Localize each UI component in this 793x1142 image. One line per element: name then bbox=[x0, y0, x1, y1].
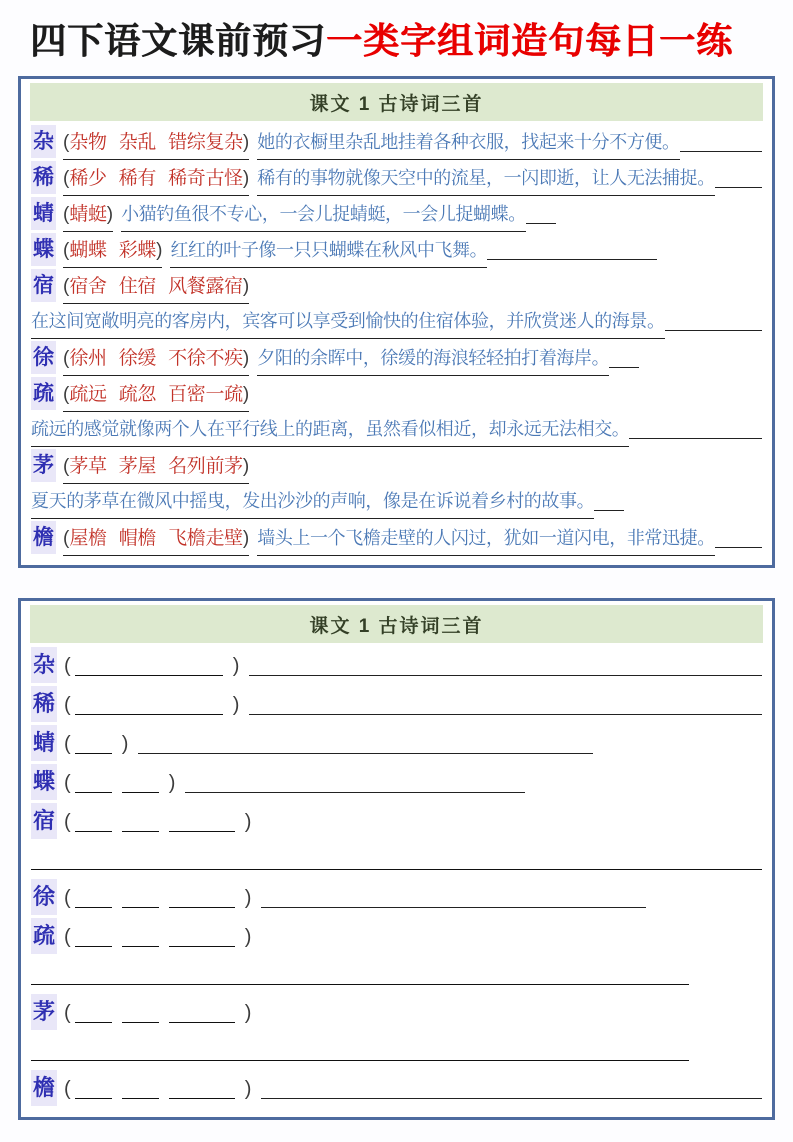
rule-line-tail bbox=[715, 547, 762, 548]
paren-close: ) bbox=[156, 240, 163, 262]
sentence-answer-tail bbox=[261, 907, 646, 908]
answer-blank bbox=[169, 831, 235, 832]
paren-close: ) bbox=[242, 348, 250, 370]
word-group bbox=[63, 234, 162, 268]
paren-close: ) bbox=[244, 926, 252, 949]
practice-row bbox=[31, 918, 762, 957]
example-sentence: 在这间宽敞明亮的客房内，宾客可以享受到愉快的住宿体验，并欣赏迷人的海景。 bbox=[31, 305, 665, 339]
hanzi-char: 檐 bbox=[31, 521, 56, 554]
word-group bbox=[63, 378, 249, 412]
example-sentence: 小猫钓鱼很不专心，一会儿捉蜻蜓，一会儿捉蝴蝶。 bbox=[121, 198, 526, 232]
answer-blank bbox=[75, 753, 112, 754]
example-sentence: 夕阳的余晖中，徐缓的海浪轻轻拍打着海岸。 bbox=[257, 342, 609, 376]
paren-open: ( bbox=[64, 926, 71, 949]
paren-open: ( bbox=[64, 811, 71, 834]
word-list: 徐州 徐缓 不徐不疾 bbox=[69, 348, 243, 370]
rule-line-tail bbox=[715, 187, 762, 188]
hanzi-char: 杂 bbox=[31, 647, 57, 683]
rule-line-tail bbox=[629, 438, 762, 439]
word-group bbox=[63, 450, 249, 484]
answer-blank bbox=[75, 946, 112, 947]
example-sentence: 夏天的茅草在微风中摇曳，发出沙沙的声响，像是在诉说着乡村的故事。 bbox=[31, 485, 594, 519]
answer-blank bbox=[122, 907, 159, 908]
word-group bbox=[63, 198, 113, 232]
paren-open: ( bbox=[63, 168, 70, 190]
lesson-header-filled: 课文 1 古诗词三首 bbox=[30, 83, 763, 121]
page-title bbox=[30, 20, 793, 61]
word-group bbox=[63, 342, 249, 376]
rule-line-tail bbox=[594, 510, 624, 511]
answer-blank bbox=[122, 1098, 159, 1099]
vocab-row bbox=[31, 377, 762, 413]
hanzi-char: 蝶 bbox=[31, 233, 56, 266]
paren-open: ( bbox=[63, 204, 70, 226]
paren-close: ) bbox=[242, 168, 250, 190]
hanzi-char: 稀 bbox=[31, 686, 57, 722]
paren-close: ) bbox=[106, 204, 114, 226]
worksheet-page bbox=[0, 20, 793, 1120]
word-list: 疏远 疏忽 百密一疏 bbox=[69, 384, 243, 406]
hanzi-char: 稀 bbox=[31, 161, 56, 194]
paren-open: ( bbox=[64, 655, 71, 678]
hanzi-char: 徐 bbox=[31, 341, 56, 374]
hanzi-char: 疏 bbox=[31, 918, 57, 954]
title-red-part: 一类字组词造句每日一练 bbox=[326, 20, 734, 61]
word-list: 屋檐 帽檐 飞檐走壁 bbox=[69, 528, 243, 550]
practice-row bbox=[31, 764, 762, 803]
answer-blank bbox=[75, 792, 112, 793]
paren-close: ) bbox=[244, 1078, 252, 1101]
example-sentence: 稀有的事物就像天空中的流星，一闪即逝，让人无法捕捉。 bbox=[257, 162, 715, 196]
word-list: 宿舍 住宿 风餐露宿 bbox=[69, 276, 243, 298]
hanzi-char: 茅 bbox=[31, 449, 56, 482]
sentence-answer-tail bbox=[185, 792, 525, 793]
answer-blank bbox=[75, 675, 223, 676]
vocab-row bbox=[31, 233, 762, 269]
paren-close: ) bbox=[232, 655, 240, 678]
answer-blank bbox=[169, 1098, 235, 1099]
vocab-row bbox=[31, 521, 762, 557]
rule-line-tail bbox=[487, 259, 657, 260]
answer-blank bbox=[122, 792, 159, 793]
paren-open: ( bbox=[63, 348, 70, 370]
hanzi-char: 宿 bbox=[31, 803, 57, 839]
word-list: 茅草 茅屋 名列前茅 bbox=[69, 456, 243, 478]
sentence-answer-tail bbox=[138, 753, 593, 754]
answer-blank bbox=[75, 831, 112, 832]
paren-close: ) bbox=[242, 384, 250, 406]
lesson-card-filled bbox=[18, 76, 775, 568]
hanzi-char: 檐 bbox=[31, 1070, 57, 1106]
word-list: 杂物 杂乱 错综复杂 bbox=[69, 132, 243, 154]
paren-open: ( bbox=[63, 384, 70, 406]
sentence-answer-line bbox=[31, 1033, 689, 1061]
example-sentence: 她的衣橱里杂乱地挂着各种衣服，找起来十分不方便。 bbox=[257, 126, 679, 160]
answer-blank bbox=[75, 1098, 112, 1099]
paren-open: ( bbox=[63, 132, 70, 154]
vocab-row bbox=[31, 269, 762, 305]
vocab-row bbox=[31, 197, 762, 233]
example-sentence: 墙头上一个飞檐走壁的人闪过，犹如一道闪电，非常迅捷。 bbox=[257, 522, 715, 556]
answer-blank bbox=[75, 1022, 112, 1023]
answer-blank bbox=[169, 1022, 235, 1023]
sentence-own-line-row bbox=[31, 485, 762, 521]
word-list: 稀少 稀有 稀奇古怪 bbox=[69, 168, 243, 190]
hanzi-char: 宿 bbox=[31, 269, 56, 302]
hanzi-char: 疏 bbox=[31, 377, 56, 410]
blank-rows-container bbox=[30, 647, 763, 1109]
paren-close: ) bbox=[168, 772, 176, 795]
paren-close: ) bbox=[242, 132, 250, 154]
rule-line-tail bbox=[609, 367, 639, 368]
word-group bbox=[63, 162, 249, 196]
practice-row bbox=[31, 803, 762, 842]
answer-blank bbox=[122, 1022, 159, 1023]
sentence-own-line-row bbox=[31, 413, 762, 449]
paren-open: ( bbox=[64, 694, 71, 717]
vocab-row bbox=[31, 449, 762, 485]
answer-blank bbox=[75, 714, 223, 715]
rule-line-tail bbox=[665, 330, 762, 331]
vocab-row bbox=[31, 341, 762, 377]
sentence-answer-tail bbox=[249, 714, 762, 715]
paren-close: ) bbox=[242, 528, 250, 550]
paren-open: ( bbox=[63, 276, 70, 298]
practice-row bbox=[31, 686, 762, 725]
hanzi-char: 蜻 bbox=[31, 725, 57, 761]
sentence-answer-line bbox=[31, 957, 689, 985]
hanzi-char: 徐 bbox=[31, 879, 57, 915]
word-list: 蜻蜓 bbox=[69, 204, 107, 226]
answer-blank bbox=[169, 907, 235, 908]
lesson-header-blank: 课文 1 古诗词三首 bbox=[30, 605, 763, 643]
hanzi-char: 杂 bbox=[31, 125, 56, 158]
paren-open: ( bbox=[64, 887, 71, 910]
word-list: 蝴蝶 彩蝶 bbox=[69, 240, 157, 262]
practice-row bbox=[31, 879, 762, 918]
practice-row bbox=[31, 647, 762, 686]
sentence-answer-tail bbox=[261, 1098, 762, 1099]
hanzi-char: 蜻 bbox=[31, 197, 56, 230]
paren-close: ) bbox=[121, 733, 129, 756]
sentence-answer-tail bbox=[249, 675, 762, 676]
hanzi-char: 蝶 bbox=[31, 764, 57, 800]
hanzi-char: 茅 bbox=[31, 994, 57, 1030]
paren-open: ( bbox=[64, 733, 71, 756]
answer-blank bbox=[122, 946, 159, 947]
paren-open: ( bbox=[63, 528, 70, 550]
paren-open: ( bbox=[63, 456, 70, 478]
example-sentence: 红红的叶子像一只只蝴蝶在秋风中飞舞。 bbox=[170, 234, 487, 268]
filled-rows-container bbox=[30, 125, 763, 557]
paren-close: ) bbox=[242, 276, 250, 298]
rule-line-tail bbox=[526, 223, 556, 224]
answer-blank bbox=[122, 831, 159, 832]
word-group bbox=[63, 270, 249, 304]
paren-open: ( bbox=[63, 240, 70, 262]
word-group bbox=[63, 522, 249, 556]
word-group bbox=[63, 126, 249, 160]
paren-close: ) bbox=[232, 694, 240, 717]
paren-open: ( bbox=[64, 772, 71, 795]
paren-close: ) bbox=[244, 887, 252, 910]
sentence-own-line-row bbox=[31, 305, 762, 341]
example-sentence: 疏远的感觉就像两个人在平行线上的距离，虽然看似相近，却永远无法相交。 bbox=[31, 413, 629, 447]
paren-close: ) bbox=[242, 456, 250, 478]
paren-close: ) bbox=[244, 811, 252, 834]
practice-row bbox=[31, 1070, 762, 1109]
answer-blank bbox=[75, 907, 112, 908]
practice-row bbox=[31, 994, 762, 1033]
title-black-part: 四下语文课前预习 bbox=[30, 20, 327, 61]
paren-open: ( bbox=[64, 1078, 71, 1101]
rule-line-tail bbox=[680, 151, 762, 152]
vocab-row bbox=[31, 161, 762, 197]
vocab-row bbox=[31, 125, 762, 161]
sentence-answer-line bbox=[31, 842, 762, 870]
paren-open: ( bbox=[64, 1002, 71, 1025]
paren-close: ) bbox=[244, 1002, 252, 1025]
practice-row bbox=[31, 725, 762, 764]
answer-blank bbox=[169, 946, 235, 947]
lesson-card-blank bbox=[18, 598, 775, 1120]
